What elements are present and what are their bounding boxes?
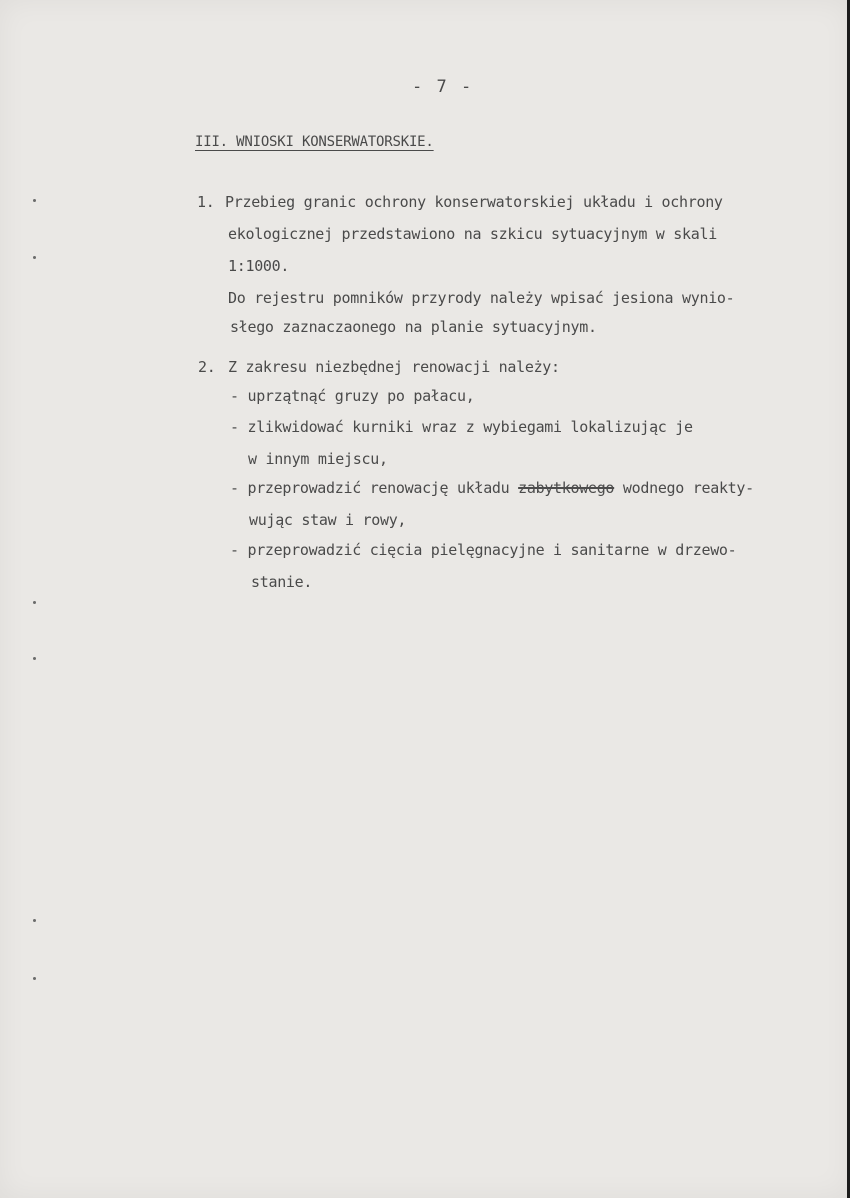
punch-hole-mark [33, 919, 36, 922]
bullet-text: wodnego reakty- [614, 479, 754, 497]
bullet-line: w innym miejscu, [248, 450, 388, 468]
bullet-line [230, 479, 754, 497]
punch-hole-mark [33, 657, 36, 660]
punch-hole-mark [33, 977, 36, 980]
item-2-intro: Z zakresu niezbędnej renowacji należy: [228, 358, 560, 376]
bullet-line: - przeprowadzić cięcia pielęgnacyjne i sanitarne w drzewo- [230, 541, 737, 559]
item-1-line: słego zaznaczaonego na planie sytuacyjnym. [230, 318, 597, 336]
bullet-line: - zlikwidować kurniki wraz z wybiegami lokalizując je [230, 418, 693, 436]
item-1-line: 1:1000. [228, 257, 290, 275]
item-1-line: Przebieg granic ochrony konserwatorskiej układu i ochrony [225, 193, 723, 211]
bullet-line: wując staw i rowy, [249, 511, 407, 529]
item-number: 2. [198, 358, 216, 376]
punch-hole-mark [33, 256, 36, 259]
item-1-line: Do rejestru pomników przyrody należy wpisać jesiona wynio- [228, 289, 735, 307]
punch-hole-mark [33, 199, 36, 202]
item-1-line: ekologicznej przedstawiono na szkicu sytuacyjnym w skali [228, 225, 717, 243]
page-number: - 7 - [412, 77, 474, 97]
bullet-text: - przeprowadzić renowację układu [230, 479, 519, 497]
punch-hole-mark [33, 601, 36, 604]
bullet-line: - uprzątnąć gruzy po pałacu, [230, 387, 475, 405]
section-heading: III. WNIOSKI KONSERWATORSKIE. [195, 134, 434, 150]
struck-out-word: zabytkowego [518, 479, 615, 497]
item-number: 1. [197, 193, 215, 211]
bullet-line: stanie. [251, 573, 313, 591]
